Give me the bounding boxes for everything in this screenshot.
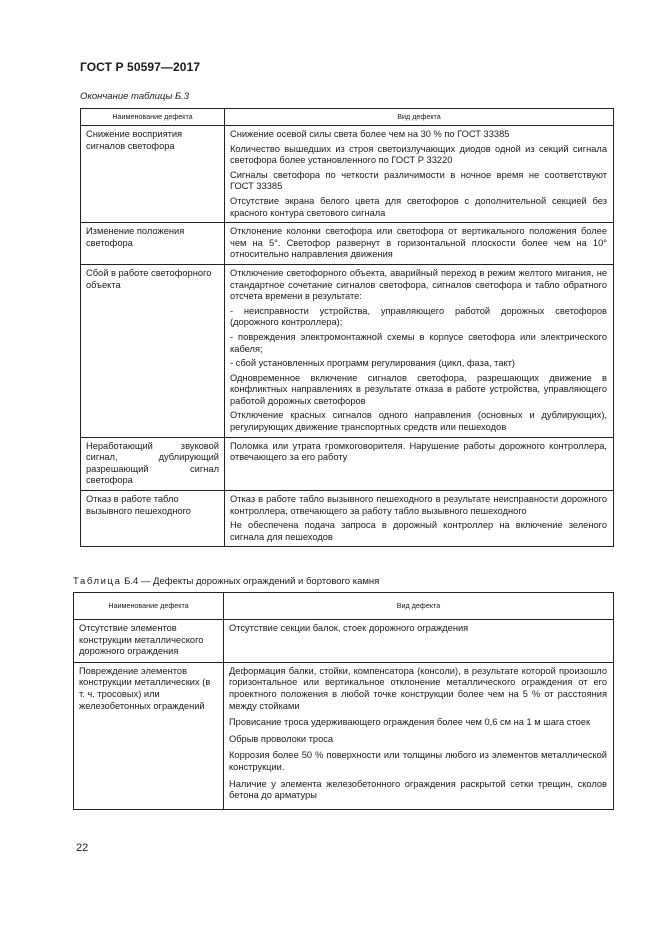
defect-name-cell: Изменение положения светофора <box>81 223 225 265</box>
defect-type-cell <box>225 264 614 437</box>
defect-type-cell <box>224 662 614 809</box>
defect-item: Отключение светофорного объекта, аварийный переход в режим желтого мигания, не стандартное сочетание сигналов светофора, сигналов светофора и табло обратного отсчета времени в результате: <box>230 267 607 302</box>
defect-item: - неисправности устройства, управляющего работой дорожных светофоров (дорожного контроллера); <box>230 305 607 328</box>
table-header-row <box>81 109 614 126</box>
table-caption-title: — Дефекты дорожных ограждений и бортового камня <box>140 576 380 587</box>
defect-name-cell: Неработающий звуковой сигнал, дублирующий разрешающий сигнал светофора <box>81 437 225 490</box>
defect-item: Снижение осевой силы света более чем на 30 % по ГОСТ 33385 <box>230 129 510 139</box>
defect-item: Деформация балки, стойки, компенсатора (консоли), в результате которой произошло горизонтальное или вертикальное отклонение металлического ограждения от его проектного положения в любой точке конструкции более чем на 5 % от расстояния между стойками <box>229 665 607 711</box>
table-caption-b4 <box>73 576 379 587</box>
defect-item: Отклонение колонки светофора или светофора от вертикального положения более чем на 5°. Светофор развернут в горизонтальной плоскости более чем на 10° относительно направления движения <box>230 226 607 260</box>
defects-table-b3 <box>80 108 614 547</box>
table-row <box>81 223 614 265</box>
defect-item: Сигналы светофора по четкости различимости в ночное время не соответствуют ГОСТ 33385 <box>230 169 607 192</box>
table-caption-label: Таблица <box>73 576 122 587</box>
table-row <box>81 264 614 437</box>
defect-type-cell <box>225 437 614 490</box>
defect-type-cell <box>224 620 614 663</box>
column-header-defect-name: Наименование дефекта <box>74 593 224 620</box>
defect-item: Наличие у элемента железобетонного ограждения раскрытой сетки трещин, сколов бетона до арматуры <box>229 778 607 801</box>
defect-item: Количество вышедших из строя светоизлучающих диодов одной из секций сигнала светофора более установленного по ГОСТ Р 33220 <box>230 143 607 166</box>
table-caption-number: Б.4 <box>124 576 139 587</box>
defect-item: - повреждения электромонтажной схемы в корпусе светофора или электрического кабеля; <box>230 331 607 354</box>
defect-type-cell <box>225 126 614 223</box>
defect-item: Отсутствие экрана белого цвета для светофоров с дополнительной секцией без красного контура светового сигнала <box>230 195 607 218</box>
table-continuation-caption: Окончание таблицы Б.3 <box>80 91 190 102</box>
defects-table-b4 <box>73 592 614 810</box>
defect-name-cell: Повреждение элементов конструкции металлических (в т. ч. тросовых) или железобетонных ограждений <box>74 662 224 809</box>
table-row <box>81 126 614 223</box>
defect-name-cell: Снижение восприятия сигналов светофора <box>81 126 225 223</box>
defect-type-cell <box>225 491 614 547</box>
table-row <box>81 491 614 547</box>
column-header-defect-name: Наименование дефекта <box>81 109 225 126</box>
defect-item: Поломка или утрата громкоговорителя. Нарушение работы дорожного контроллера, отвечающего за его работу <box>230 440 607 463</box>
defect-item: Провисание троса удерживающего ограждения более чем 0,6 см на 1 м шага стоек <box>229 717 591 728</box>
table-row <box>81 437 614 490</box>
table-header-row <box>74 593 614 620</box>
defect-item: Отказ в работе табло вызывного пешеходного в результате неисправности дорожного контроллера, отвечающего за работу табло вызывного пешеходного <box>230 494 607 516</box>
defect-item: - сбой установленных программ регулирования (цикл, фаза, такт) <box>230 358 516 369</box>
table-row <box>74 662 614 809</box>
defect-item: Обрыв проволоки троса <box>229 733 334 744</box>
defect-type-cell <box>225 223 614 265</box>
defect-item: Отсутствие секции балок, стоек дорожного ограждения <box>229 623 469 633</box>
defect-name-cell: Сбой в работе светофорного объекта <box>81 264 225 437</box>
column-header-defect-type: Вид дефекта <box>224 593 614 620</box>
defect-item: Отключение красных сигналов одного направления (основных и дублирующих), регулирующих движение транспортных средств или пешеходов <box>230 410 607 433</box>
defect-name-cell: Отказ в работе табло вызывного пешеходного <box>81 491 225 547</box>
defect-item: Не обеспечена подача запроса в дорожный контроллер на включение зеленого сигнала для пешеходов <box>230 520 607 542</box>
defect-item: Одновременное включение сигналов светофора, разрешающих движение в конфликтных направлениях в результате отказа в работе устройства, управляющего работой дорожных светофоров <box>230 372 607 406</box>
defect-item: Коррозия более 50 % поверхности или толщины любого из элементов металлической конструкции. <box>229 750 607 772</box>
document-code: ГОСТ Р 50597—2017 <box>80 60 201 74</box>
column-header-defect-type: Вид дефекта <box>225 109 614 126</box>
table-row <box>74 620 614 663</box>
page-number: 22 <box>76 842 89 854</box>
defect-name-cell: Отсутствие элементов конструкции металлического дорожного ограждения <box>74 620 224 663</box>
